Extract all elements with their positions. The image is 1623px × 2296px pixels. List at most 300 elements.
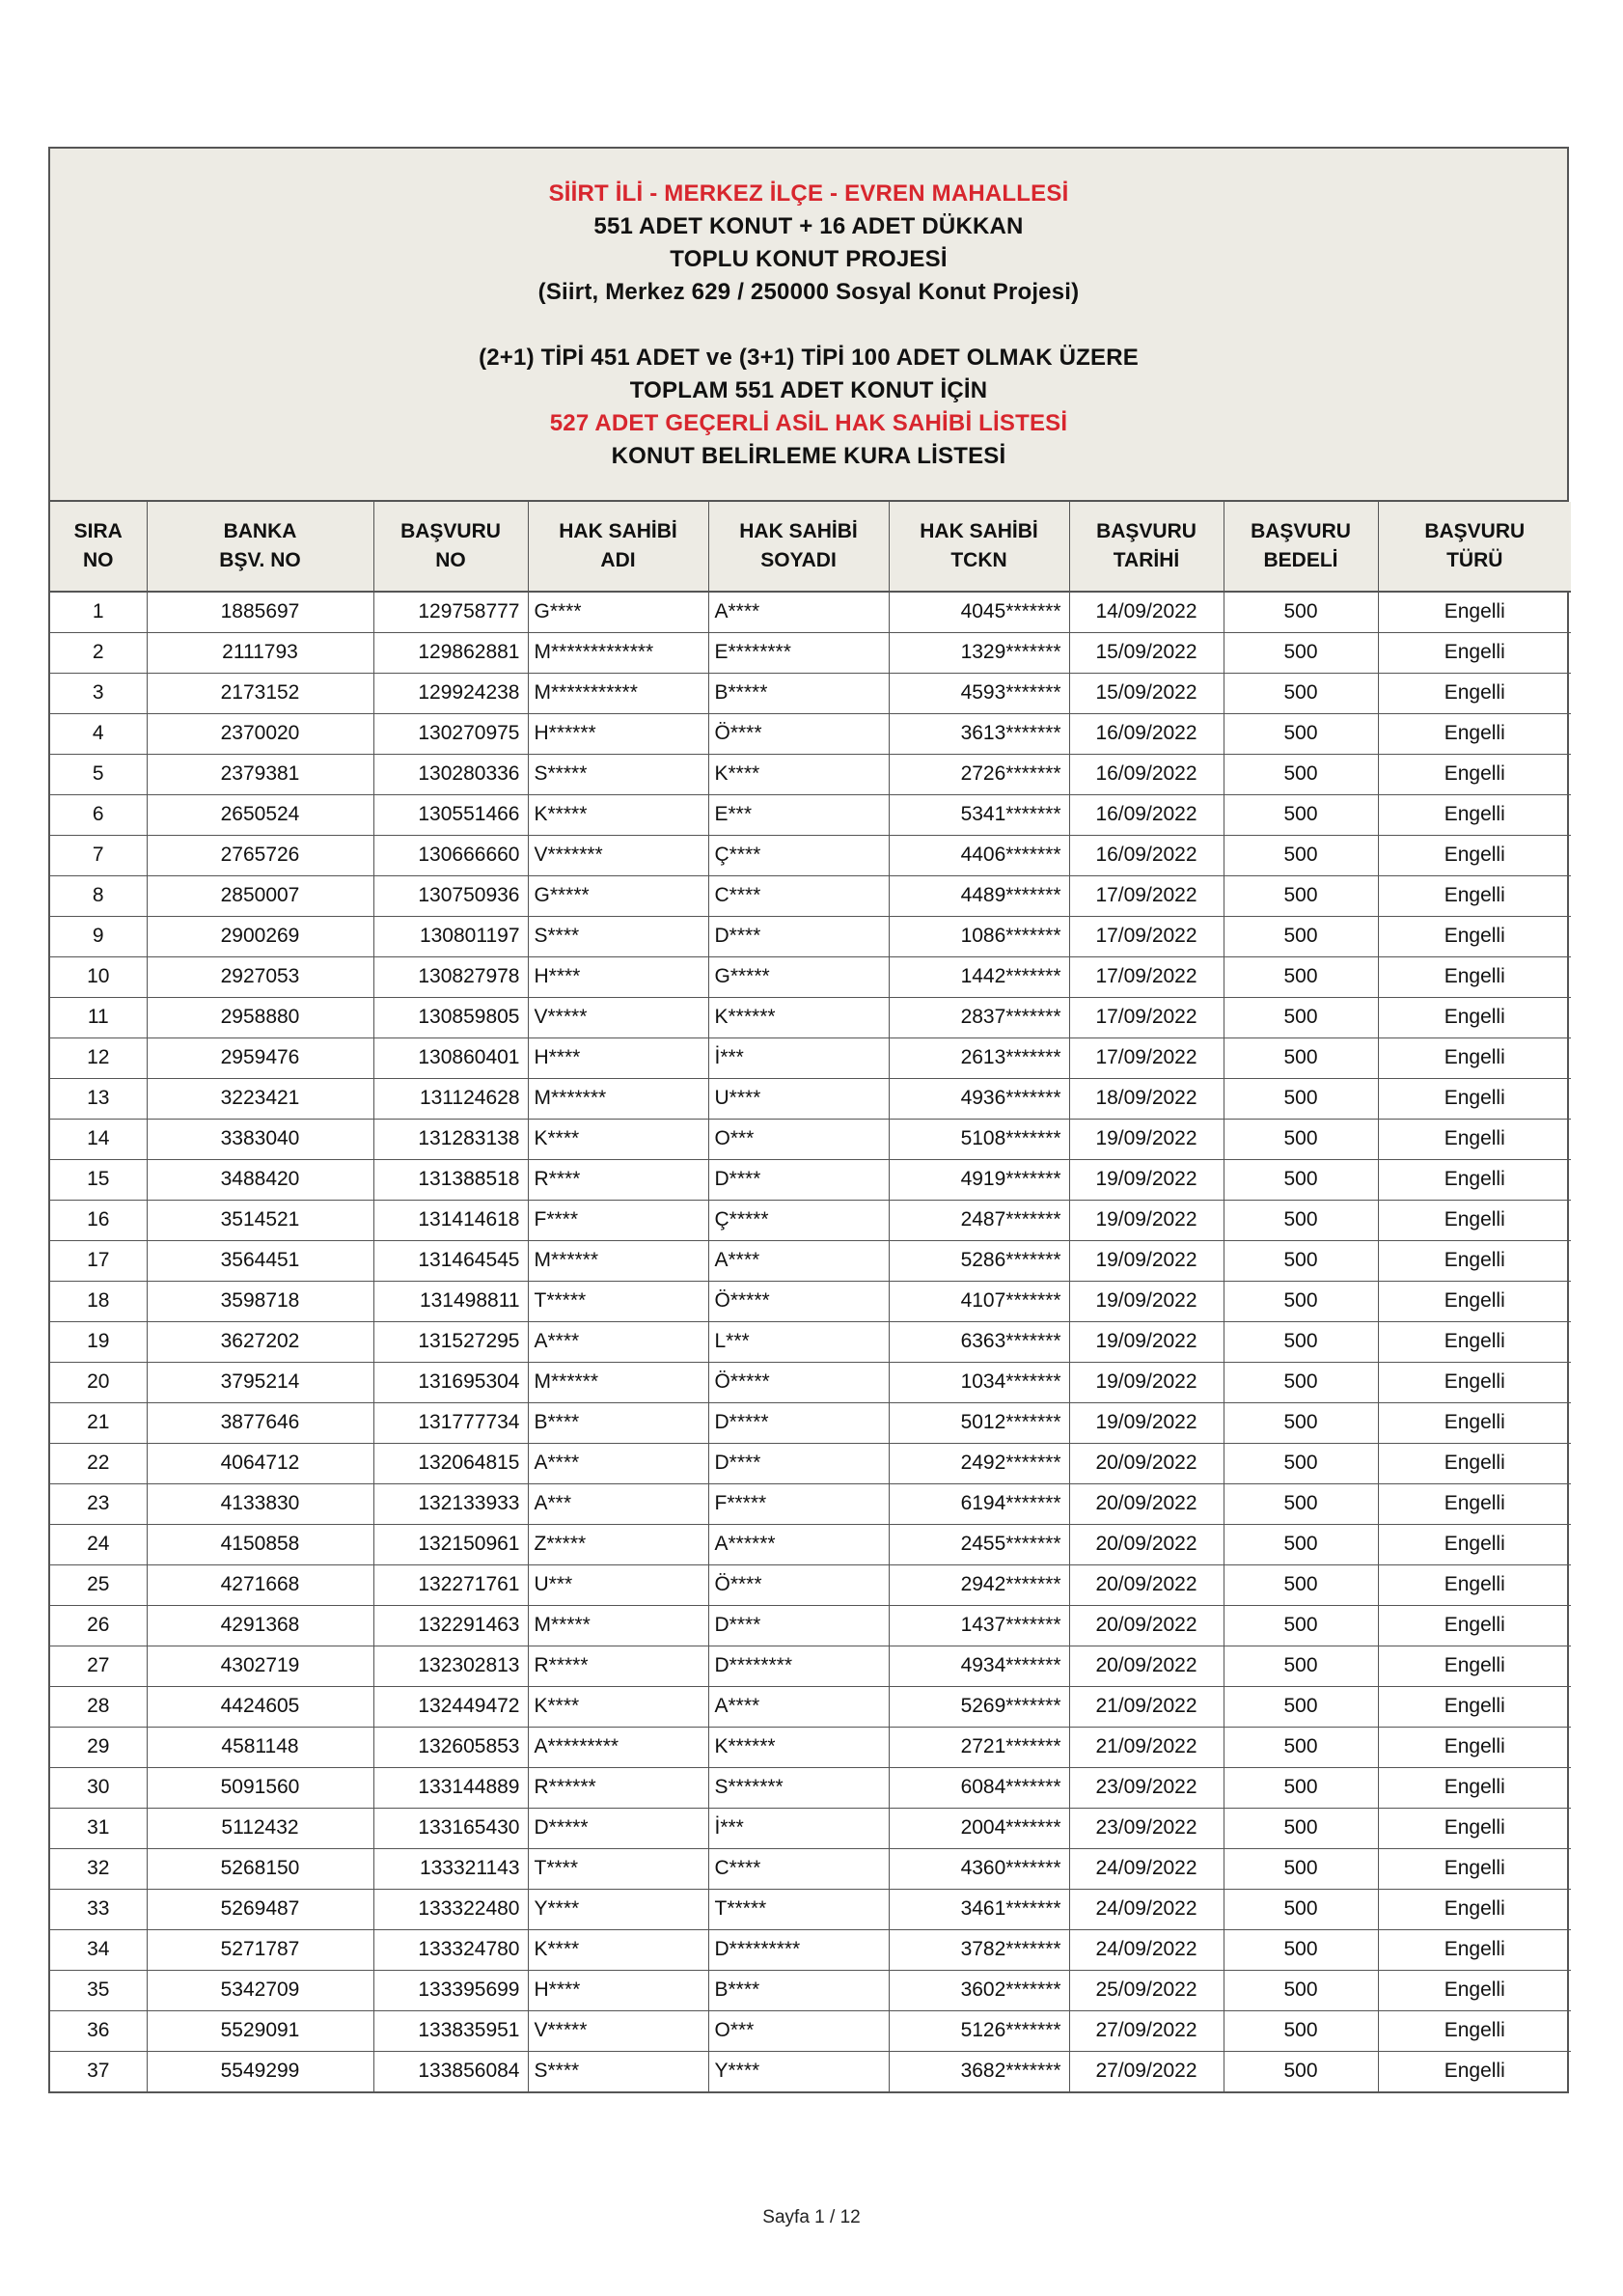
- table-row: [50, 1321, 1571, 1362]
- application-type: Engelli: [1378, 1483, 1571, 1524]
- column-header-line: HAK SAHİBİ: [920, 520, 1038, 542]
- column-header-line: BŞV. NO: [219, 549, 301, 571]
- tckn: 4936*******: [889, 1078, 1069, 1119]
- table-row: [50, 1159, 1571, 1200]
- tckn: 4489*******: [889, 875, 1069, 916]
- page-number: Sayfa 1 / 12: [762, 2207, 861, 2227]
- row-number: 1: [50, 592, 147, 632]
- row-number: 32: [50, 1848, 147, 1889]
- application-type: Engelli: [1378, 1686, 1571, 1727]
- last-name: T*****: [708, 1889, 889, 1929]
- application-fee: 500: [1224, 1767, 1378, 1808]
- bank-application-no: 4133830: [147, 1483, 373, 1524]
- first-name: Y****: [528, 1889, 708, 1929]
- table-row: [50, 1119, 1571, 1159]
- table-row: [50, 1443, 1571, 1483]
- bank-application-no: 2650524: [147, 794, 373, 835]
- application-type: Engelli: [1378, 2051, 1571, 2091]
- application-fee: 500: [1224, 1078, 1378, 1119]
- application-no: 130860401: [373, 1037, 528, 1078]
- first-name: R****: [528, 1159, 708, 1200]
- application-type: Engelli: [1378, 1159, 1571, 1200]
- application-type: Engelli: [1378, 2010, 1571, 2051]
- last-name: C****: [708, 875, 889, 916]
- application-date: 19/09/2022: [1069, 1362, 1224, 1402]
- tckn: 5341*******: [889, 794, 1069, 835]
- application-date: 16/09/2022: [1069, 835, 1224, 875]
- application-date: 20/09/2022: [1069, 1646, 1224, 1686]
- first-name: A****: [528, 1321, 708, 1362]
- tckn: 5012*******: [889, 1402, 1069, 1443]
- application-no: 130270975: [373, 713, 528, 754]
- application-fee: 500: [1224, 956, 1378, 997]
- table-row: [50, 835, 1571, 875]
- last-name: K******: [708, 1727, 889, 1767]
- application-date: 20/09/2022: [1069, 1564, 1224, 1605]
- row-number: 11: [50, 997, 147, 1037]
- application-type: Engelli: [1378, 713, 1571, 754]
- application-date: 19/09/2022: [1069, 1159, 1224, 1200]
- row-number: 26: [50, 1605, 147, 1646]
- row-number: 31: [50, 1808, 147, 1848]
- first-name: S****: [528, 2051, 708, 2091]
- application-fee: 500: [1224, 1281, 1378, 1321]
- application-date: 17/09/2022: [1069, 875, 1224, 916]
- tckn: 2942*******: [889, 1564, 1069, 1605]
- row-number: 34: [50, 1929, 147, 1970]
- row-number: 33: [50, 1889, 147, 1929]
- first-name: K*****: [528, 794, 708, 835]
- table-row: [50, 956, 1571, 997]
- row-number: 27: [50, 1646, 147, 1686]
- application-fee: 500: [1224, 1321, 1378, 1362]
- table-row: [50, 1524, 1571, 1564]
- last-name: D****: [708, 1159, 889, 1200]
- application-type: Engelli: [1378, 1929, 1571, 1970]
- bank-application-no: 3564451: [147, 1240, 373, 1281]
- table-row: [50, 1564, 1571, 1605]
- application-type: Engelli: [1378, 1240, 1571, 1281]
- first-name: M******: [528, 1240, 708, 1281]
- table-row: [50, 1727, 1571, 1767]
- column-header: [708, 502, 889, 592]
- table-row: [50, 1929, 1571, 1970]
- last-name: E********: [708, 632, 889, 673]
- application-type: Engelli: [1378, 1727, 1571, 1767]
- last-name: G*****: [708, 956, 889, 997]
- title-banner: [50, 149, 1567, 502]
- column-header-line: BAŞVURU: [1096, 520, 1197, 542]
- application-date: 27/09/2022: [1069, 2051, 1224, 2091]
- column-header-line: BAŞVURU: [400, 520, 501, 542]
- bank-application-no: 5269487: [147, 1889, 373, 1929]
- application-date: 27/09/2022: [1069, 2010, 1224, 2051]
- table-row: [50, 632, 1571, 673]
- application-fee: 500: [1224, 2010, 1378, 2051]
- title-project: TOPLU KONUT PROJESİ: [670, 246, 948, 272]
- tckn: 4045*******: [889, 592, 1069, 632]
- row-number: 14: [50, 1119, 147, 1159]
- last-name: İ***: [708, 1037, 889, 1078]
- application-no: 130750936: [373, 875, 528, 916]
- bank-application-no: 3223421: [147, 1078, 373, 1119]
- column-header-line: HAK SAHİBİ: [739, 520, 858, 542]
- table-row: [50, 916, 1571, 956]
- application-fee: 500: [1224, 916, 1378, 956]
- column-header-line: HAK SAHİBİ: [559, 520, 677, 542]
- application-type: Engelli: [1378, 1037, 1571, 1078]
- column-header: [528, 502, 708, 592]
- last-name: A****: [708, 1686, 889, 1727]
- tckn: 4406*******: [889, 835, 1069, 875]
- first-name: G****: [528, 592, 708, 632]
- row-number: 8: [50, 875, 147, 916]
- application-fee: 500: [1224, 754, 1378, 794]
- row-number: 2: [50, 632, 147, 673]
- application-type: Engelli: [1378, 1564, 1571, 1605]
- application-date: 16/09/2022: [1069, 794, 1224, 835]
- row-number: 25: [50, 1564, 147, 1605]
- bank-application-no: 3627202: [147, 1321, 373, 1362]
- application-no: 132302813: [373, 1646, 528, 1686]
- column-header-line: BAŞVURU: [1251, 520, 1351, 542]
- bank-application-no: 3877646: [147, 1402, 373, 1443]
- column-header-line: BEDELİ: [1263, 549, 1338, 571]
- application-type: Engelli: [1378, 632, 1571, 673]
- application-no: 131464545: [373, 1240, 528, 1281]
- table-row: [50, 875, 1571, 916]
- application-date: 24/09/2022: [1069, 1848, 1224, 1889]
- bank-application-no: 3488420: [147, 1159, 373, 1200]
- bank-application-no: 5112432: [147, 1808, 373, 1848]
- first-name: M******: [528, 1362, 708, 1402]
- first-name: F****: [528, 1200, 708, 1240]
- bank-application-no: 2379381: [147, 754, 373, 794]
- application-date: 15/09/2022: [1069, 632, 1224, 673]
- bank-application-no: 5342709: [147, 1970, 373, 2010]
- application-type: Engelli: [1378, 1362, 1571, 1402]
- row-number: 5: [50, 754, 147, 794]
- application-type: Engelli: [1378, 1848, 1571, 1889]
- application-fee: 500: [1224, 1240, 1378, 1281]
- application-type: Engelli: [1378, 1321, 1571, 1362]
- row-number: 17: [50, 1240, 147, 1281]
- application-type: Engelli: [1378, 1078, 1571, 1119]
- application-no: 131388518: [373, 1159, 528, 1200]
- application-date: 25/09/2022: [1069, 1970, 1224, 2010]
- application-no: 131777734: [373, 1402, 528, 1443]
- column-header-line: SOYADI: [760, 549, 837, 571]
- application-date: 15/09/2022: [1069, 673, 1224, 713]
- application-date: 21/09/2022: [1069, 1686, 1224, 1727]
- last-name: Ç****: [708, 835, 889, 875]
- bank-application-no: 2173152: [147, 673, 373, 713]
- last-name: Y****: [708, 2051, 889, 2091]
- application-no: 129862881: [373, 632, 528, 673]
- row-number: 22: [50, 1443, 147, 1483]
- application-type: Engelli: [1378, 1119, 1571, 1159]
- application-no: 133144889: [373, 1767, 528, 1808]
- first-name: H****: [528, 1970, 708, 2010]
- application-no: 131283138: [373, 1119, 528, 1159]
- application-fee: 500: [1224, 1727, 1378, 1767]
- bank-application-no: 3514521: [147, 1200, 373, 1240]
- last-name: Ö****: [708, 713, 889, 754]
- table-row: [50, 1362, 1571, 1402]
- application-fee: 500: [1224, 1564, 1378, 1605]
- bank-application-no: 5529091: [147, 2010, 373, 2051]
- row-number: 4: [50, 713, 147, 754]
- tckn: 2726*******: [889, 754, 1069, 794]
- bank-application-no: 3795214: [147, 1362, 373, 1402]
- application-date: 14/09/2022: [1069, 592, 1224, 632]
- application-fee: 500: [1224, 673, 1378, 713]
- last-name: D****: [708, 1605, 889, 1646]
- bank-application-no: 2958880: [147, 997, 373, 1037]
- tckn: 1437*******: [889, 1605, 1069, 1646]
- table-row: [50, 2051, 1571, 2091]
- column-header-line: TCKN: [950, 549, 1007, 571]
- tckn: 1086*******: [889, 916, 1069, 956]
- application-no: 129758777: [373, 592, 528, 632]
- application-type: Engelli: [1378, 592, 1571, 632]
- kura-list-sheet: [48, 147, 1569, 2093]
- application-no: 132271761: [373, 1564, 528, 1605]
- application-no: 133321143: [373, 1848, 528, 1889]
- title-lottery: KONUT BELİRLEME KURA LİSTESİ: [611, 443, 1006, 469]
- last-name: L***: [708, 1321, 889, 1362]
- application-fee: 500: [1224, 1605, 1378, 1646]
- table-row: [50, 1970, 1571, 2010]
- application-fee: 500: [1224, 1362, 1378, 1402]
- application-type: Engelli: [1378, 673, 1571, 713]
- application-fee: 500: [1224, 1483, 1378, 1524]
- first-name: R******: [528, 1767, 708, 1808]
- first-name: A***: [528, 1483, 708, 1524]
- application-date: 16/09/2022: [1069, 713, 1224, 754]
- row-number: 16: [50, 1200, 147, 1240]
- table-row: [50, 2010, 1571, 2051]
- bank-application-no: 2370020: [147, 713, 373, 754]
- title-total: TOPLAM 551 ADET KONUT İÇİN: [629, 377, 988, 403]
- table-row: [50, 1646, 1571, 1686]
- application-date: 17/09/2022: [1069, 956, 1224, 997]
- application-date: 17/09/2022: [1069, 997, 1224, 1037]
- column-header: [1224, 502, 1378, 592]
- bank-application-no: 2900269: [147, 916, 373, 956]
- row-number: 19: [50, 1321, 147, 1362]
- application-type: Engelli: [1378, 1524, 1571, 1564]
- application-date: 20/09/2022: [1069, 1524, 1224, 1564]
- application-type: Engelli: [1378, 794, 1571, 835]
- application-date: 20/09/2022: [1069, 1605, 1224, 1646]
- application-type: Engelli: [1378, 1646, 1571, 1686]
- tckn: 4593*******: [889, 673, 1069, 713]
- application-type: Engelli: [1378, 997, 1571, 1037]
- application-fee: 500: [1224, 632, 1378, 673]
- table-row: [50, 1889, 1571, 1929]
- application-type: Engelli: [1378, 835, 1571, 875]
- table-row: [50, 1037, 1571, 1078]
- bank-application-no: 4291368: [147, 1605, 373, 1646]
- table-row: [50, 1078, 1571, 1119]
- table-row: [50, 1483, 1571, 1524]
- application-date: 19/09/2022: [1069, 1402, 1224, 1443]
- first-name: H******: [528, 713, 708, 754]
- application-fee: 500: [1224, 1159, 1378, 1200]
- last-name: U****: [708, 1078, 889, 1119]
- tckn: 2004*******: [889, 1808, 1069, 1848]
- table-row: [50, 997, 1571, 1037]
- tckn: 1034*******: [889, 1362, 1069, 1402]
- application-date: 17/09/2022: [1069, 1037, 1224, 1078]
- last-name: Ö****: [708, 1564, 889, 1605]
- bank-application-no: 2850007: [147, 875, 373, 916]
- table-row: [50, 794, 1571, 835]
- first-name: H****: [528, 1037, 708, 1078]
- last-name: D****: [708, 916, 889, 956]
- application-no: 130551466: [373, 794, 528, 835]
- application-type: Engelli: [1378, 1200, 1571, 1240]
- application-type: Engelli: [1378, 956, 1571, 997]
- last-name: D*****: [708, 1402, 889, 1443]
- tckn: 1329*******: [889, 632, 1069, 673]
- last-name: S*******: [708, 1767, 889, 1808]
- first-name: U***: [528, 1564, 708, 1605]
- column-header-line: ADI: [600, 549, 636, 571]
- last-name: D****: [708, 1443, 889, 1483]
- bank-application-no: 5271787: [147, 1929, 373, 1970]
- tckn: 6084*******: [889, 1767, 1069, 1808]
- last-name: İ***: [708, 1808, 889, 1848]
- first-name: A*********: [528, 1727, 708, 1767]
- tckn: 4107*******: [889, 1281, 1069, 1321]
- row-number: 13: [50, 1078, 147, 1119]
- table-row: [50, 1767, 1571, 1808]
- application-type: Engelli: [1378, 1767, 1571, 1808]
- application-fee: 500: [1224, 1808, 1378, 1848]
- first-name: M*******: [528, 1078, 708, 1119]
- first-name: M***********: [528, 673, 708, 713]
- tckn: 4919*******: [889, 1159, 1069, 1200]
- application-date: 20/09/2022: [1069, 1443, 1224, 1483]
- table-row: [50, 1240, 1571, 1281]
- application-no: 132133933: [373, 1483, 528, 1524]
- application-fee: 500: [1224, 1646, 1378, 1686]
- table-row: [50, 1200, 1571, 1240]
- first-name: S****: [528, 916, 708, 956]
- application-date: 19/09/2022: [1069, 1240, 1224, 1281]
- first-name: M*****: [528, 1605, 708, 1646]
- application-no: 133395699: [373, 1970, 528, 2010]
- tckn: 3602*******: [889, 1970, 1069, 2010]
- application-type: Engelli: [1378, 875, 1571, 916]
- row-number: 9: [50, 916, 147, 956]
- row-number: 6: [50, 794, 147, 835]
- row-number: 12: [50, 1037, 147, 1078]
- application-fee: 500: [1224, 1037, 1378, 1078]
- tckn: 3613*******: [889, 713, 1069, 754]
- first-name: K****: [528, 1929, 708, 1970]
- bank-application-no: 2765726: [147, 835, 373, 875]
- application-fee: 500: [1224, 1889, 1378, 1929]
- column-header: [889, 502, 1069, 592]
- table-row: [50, 1281, 1571, 1321]
- application-fee: 500: [1224, 1686, 1378, 1727]
- bank-application-no: 2111793: [147, 632, 373, 673]
- application-no: 133322480: [373, 1889, 528, 1929]
- column-header: [1378, 502, 1571, 592]
- first-name: H****: [528, 956, 708, 997]
- last-name: Ö*****: [708, 1281, 889, 1321]
- application-no: 129924238: [373, 673, 528, 713]
- application-date: 19/09/2022: [1069, 1321, 1224, 1362]
- application-date: 21/09/2022: [1069, 1727, 1224, 1767]
- title-units: 551 ADET KONUT + 16 ADET DÜKKAN: [593, 213, 1024, 239]
- application-type: Engelli: [1378, 1889, 1571, 1929]
- application-no: 133856084: [373, 2051, 528, 2091]
- application-fee: 500: [1224, 794, 1378, 835]
- application-date: 19/09/2022: [1069, 1200, 1224, 1240]
- row-number: 18: [50, 1281, 147, 1321]
- row-number: 37: [50, 2051, 147, 2091]
- application-date: 19/09/2022: [1069, 1281, 1224, 1321]
- table-body: [50, 592, 1571, 2091]
- bank-application-no: 4271668: [147, 1564, 373, 1605]
- row-number: 23: [50, 1483, 147, 1524]
- application-fee: 500: [1224, 1119, 1378, 1159]
- application-fee: 500: [1224, 1970, 1378, 2010]
- last-name: O***: [708, 2010, 889, 2051]
- row-number: 7: [50, 835, 147, 875]
- application-fee: 500: [1224, 1200, 1378, 1240]
- tckn: 4360*******: [889, 1848, 1069, 1889]
- application-type: Engelli: [1378, 1808, 1571, 1848]
- application-fee: 500: [1224, 592, 1378, 632]
- bank-application-no: 2959476: [147, 1037, 373, 1078]
- last-name: A****: [708, 1240, 889, 1281]
- application-no: 132605853: [373, 1727, 528, 1767]
- application-date: 20/09/2022: [1069, 1483, 1224, 1524]
- row-number: 28: [50, 1686, 147, 1727]
- application-no: 132291463: [373, 1605, 528, 1646]
- bank-application-no: 2927053: [147, 956, 373, 997]
- column-header: [147, 502, 373, 592]
- bank-application-no: 3383040: [147, 1119, 373, 1159]
- table-header-row: [50, 502, 1571, 592]
- last-name: F*****: [708, 1483, 889, 1524]
- column-header-line: NO: [435, 549, 466, 571]
- tckn: 5286*******: [889, 1240, 1069, 1281]
- bank-application-no: 4302719: [147, 1646, 373, 1686]
- application-type: Engelli: [1378, 754, 1571, 794]
- first-name: B****: [528, 1402, 708, 1443]
- tckn: 5108*******: [889, 1119, 1069, 1159]
- tckn: 5269*******: [889, 1686, 1069, 1727]
- tckn: 2492*******: [889, 1443, 1069, 1483]
- last-name: B****: [708, 1970, 889, 2010]
- application-fee: 500: [1224, 1443, 1378, 1483]
- table-row: [50, 1808, 1571, 1848]
- last-name: E***: [708, 794, 889, 835]
- first-name: D*****: [528, 1808, 708, 1848]
- application-date: 16/09/2022: [1069, 754, 1224, 794]
- tckn: 4934*******: [889, 1646, 1069, 1686]
- bank-application-no: 1885697: [147, 592, 373, 632]
- application-type: Engelli: [1378, 1970, 1571, 2010]
- first-name: M*************: [528, 632, 708, 673]
- application-no: 130827978: [373, 956, 528, 997]
